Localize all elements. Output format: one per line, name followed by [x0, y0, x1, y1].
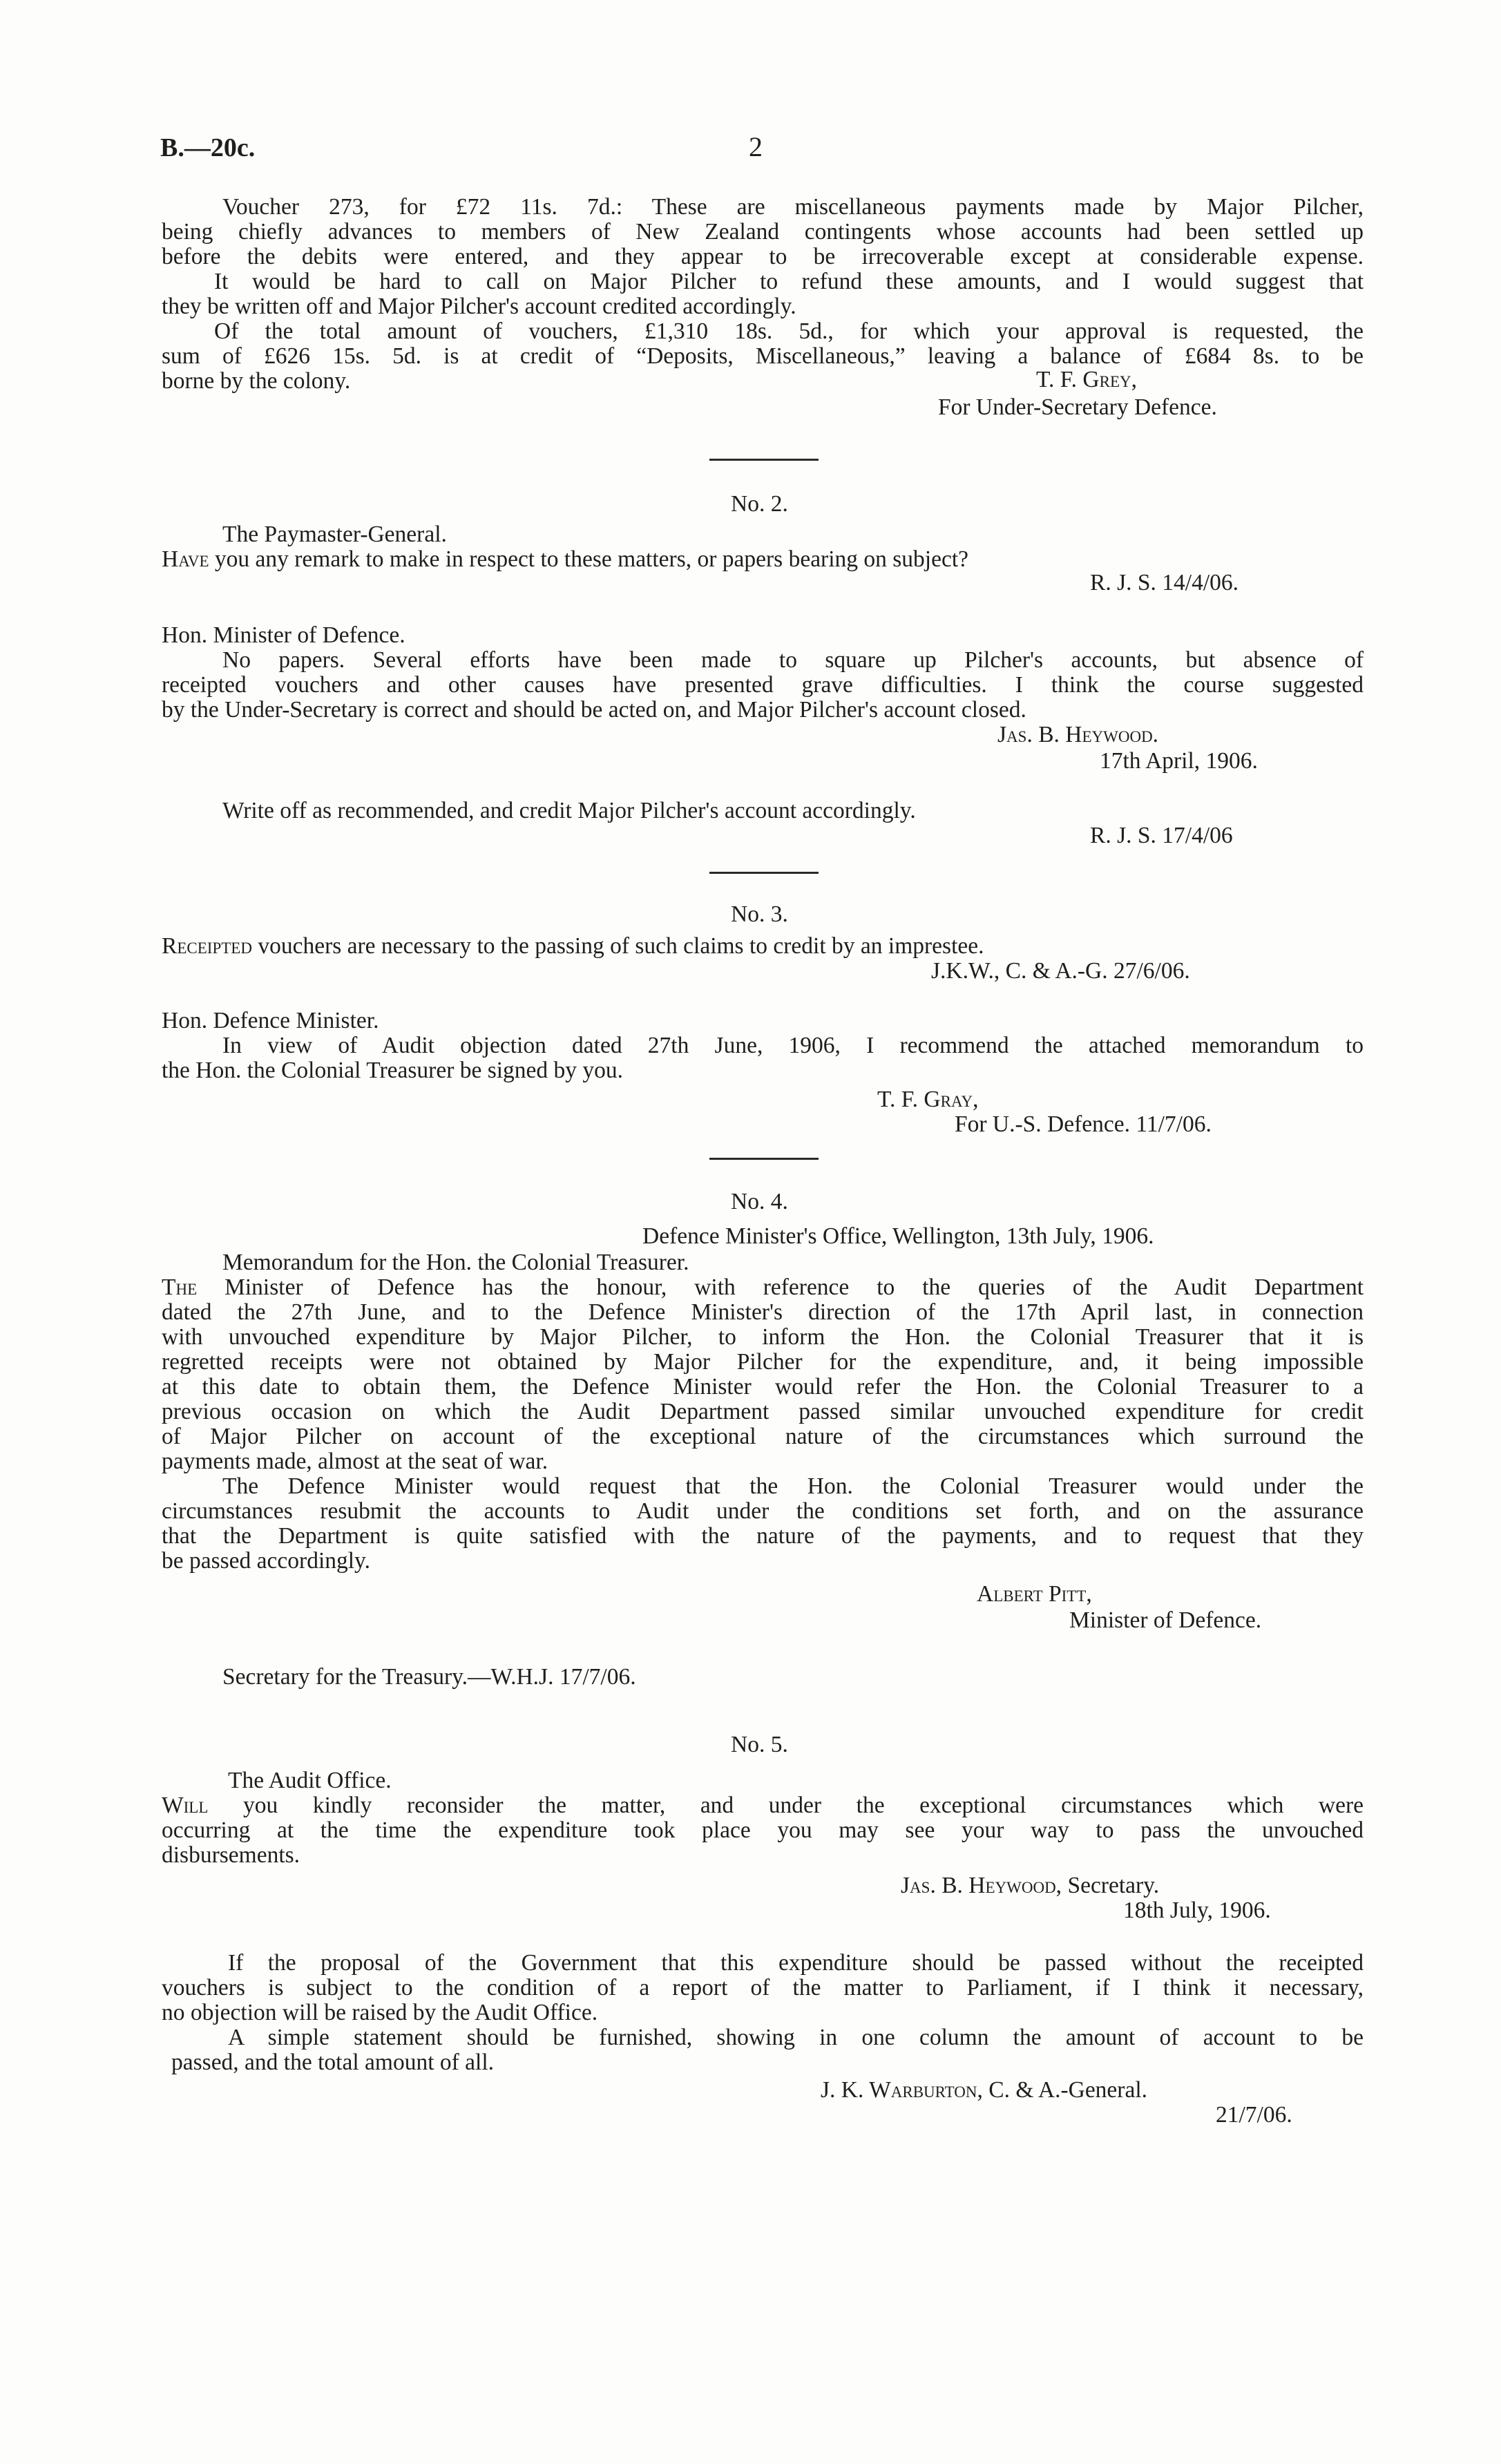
no5-reply-line-4: A simple statement should be furnished, showing in one column the amount of account to be	[228, 2025, 1364, 2050]
no4-line-2: dated the 27th June, and to the Defence Minister's direction of the 17th April last, in connection	[162, 1299, 1364, 1325]
no5-line-3: disbursements.	[162, 1842, 300, 1868]
no4-line-12: be passed accordingly.	[162, 1548, 371, 1574]
no5-signature-name: Jas. B. Heywood,	[901, 1873, 1062, 1898]
no4-place-date: Defence Minister's Office, Wellington, 13th July, 1906.	[642, 1223, 1154, 1249]
no2-reply-addressee: Hon. Minister of Defence.	[162, 622, 405, 648]
intro-line-8: borne by the colony.	[162, 368, 351, 394]
no3-signature-title: For U.-S. Defence. 11/7/06.	[955, 1111, 1212, 1137]
no5-reply-signature-role: C. & A.-General.	[988, 2077, 1148, 2103]
no4-minute: Secretary for the Treasury.—W.H.J. 17/7/06.	[222, 1664, 636, 1690]
no2-signature-date: 17th April, 1906.	[1100, 748, 1258, 774]
no2-initials: R. J. S. 14/4/06.	[1090, 570, 1239, 595]
intro-line-4: It would be hard to call on Major Pilcher to refund these amounts, and I would suggest that	[214, 269, 1364, 294]
no2-reply-line-1: No papers. Several efforts have been made to square up Pilcher's accounts, but absence of	[222, 647, 1364, 673]
no4-line-1	[162, 1274, 1364, 1301]
document-code: B.—20c.	[160, 133, 256, 162]
no5-reply-line-3: no objection will be raised by the Audit Office.	[162, 2000, 598, 2025]
no2-signature: Jas. B. Heywood.	[997, 722, 1159, 747]
no4-line-1-text: Minister of Defence has the honour, with reference to the queries of the Audit Department	[224, 1274, 1364, 1300]
no5-reply-line-1: If the proposal of the Government that this expenditure should be passed without the receipted	[228, 1950, 1364, 1976]
no3-line-1: In view of Audit objection dated 27th June, 1906, I recommend the attached memorandum to	[222, 1033, 1364, 1058]
section-divider	[709, 1158, 819, 1160]
no5-signature-role: Secretary.	[1067, 1873, 1160, 1898]
no4-line-4: regretted receipts were not obtained by Major Pilcher for the expenditure, and, it being impossible	[162, 1349, 1364, 1375]
no5-signature-date: 18th July, 1906.	[1123, 1898, 1271, 1923]
no4-line-5: at this date to obtain them, the Defence Minister would refer the Hon. the Colonial Treasurer to a	[162, 1374, 1364, 1400]
no2-minute: Write off as recommended, and credit Major Pilcher's account accordingly.	[222, 798, 916, 823]
no3-lead-word: Receipted	[162, 933, 252, 959]
no4-line-7: of Major Pilcher on account of the exceptional nature of the circumstances which surround the	[162, 1424, 1364, 1449]
intro-line-6: Of the total amount of vouchers, £1,310 18s. 5d., for which your approval is requested, the	[214, 318, 1364, 344]
no4-signature-title: Minister of Defence.	[1069, 1607, 1262, 1633]
page-number: 2	[749, 131, 763, 162]
no4-lead-word: The	[162, 1274, 198, 1300]
no5-signature	[901, 1872, 1159, 1900]
no5-reply-date: 21/7/06.	[1216, 2102, 1292, 2128]
section-divider	[709, 459, 819, 461]
no5-reply-line-5: passed, and the total amount of all.	[171, 2050, 495, 2075]
section-divider	[709, 872, 819, 874]
no2-question	[162, 546, 968, 573]
no2-minute-initials: R. J. S. 17/4/06	[1090, 823, 1233, 848]
no4-line-9: The Defence Minister would request that the Hon. the Colonial Treasurer would under the	[222, 1473, 1364, 1499]
intro-signature-title: For Under-Secretary Defence.	[938, 394, 1217, 420]
intro-signature: T. F. Grey,	[1036, 367, 1137, 392]
section-heading-no5: No. 5.	[731, 1732, 788, 1757]
no2-addressee: The Paymaster-General.	[222, 522, 447, 547]
section-heading-no2: No. 2.	[731, 491, 788, 517]
no5-reply-signature	[821, 2076, 1147, 2104]
intro-line-5: they be written off and Major Pilcher's account credited accordingly.	[162, 294, 796, 319]
no2-lead-word: Have	[162, 546, 209, 572]
no4-memo-title: Memorandum for the Hon. the Colonial Treasurer.	[222, 1250, 689, 1275]
no2-reply-line-3: by the Under-Secretary is correct and should be acted on, and Major Pilcher's account closed.	[162, 697, 1026, 723]
no5-line-1-text: you kindly reconsider the matter, and under the exceptional circumstances which were	[242, 1793, 1364, 1818]
no3-statement	[162, 933, 984, 960]
no5-reply-signature-name: J. K. Warburton,	[821, 2077, 983, 2103]
section-heading-no4: No. 4.	[731, 1189, 788, 1214]
no3-statement-text: vouchers are necessary to the passing of such claims to credit by an imprestee.	[258, 933, 984, 959]
no5-lead-word: Will	[162, 1793, 209, 1818]
intro-line-7: sum of £626 15s. 5d. is at credit of “Deposits, Miscellaneous,” leaving a balance of £684 8s. to be	[162, 343, 1364, 369]
no3-addressee: Hon. Defence Minister.	[162, 1008, 379, 1033]
no3-signature: T. F. Gray,	[877, 1087, 979, 1112]
no2-question-text: you any remark to make in respect to these matters, or papers bearing on subject?	[214, 546, 969, 572]
no4-line-6: previous occasion on which the Audit Department passed similar unvouched expenditure for credit	[162, 1399, 1364, 1424]
no4-line-10: circumstances resubmit the accounts to Audit under the conditions set forth, and on the assurance	[162, 1498, 1364, 1524]
no5-reply-line-2: vouchers is subject to the condition of a report of the matter to Parliament, if I think it necessary,	[162, 1975, 1364, 2000]
no2-reply-line-2: receipted vouchers and other causes have presented grave difficulties. I think the course suggested	[162, 672, 1364, 698]
no4-line-11: that the Department is quite satisfied with the nature of the payments, and to request that they	[162, 1523, 1364, 1549]
intro-line-3: before the debits were entered, and they appear to be irrecoverable except at considerable expense.	[162, 244, 1364, 269]
no5-addressee: The Audit Office.	[228, 1768, 392, 1793]
section-heading-no3: No. 3.	[731, 901, 788, 927]
intro-line-2: being chiefly advances to members of New Zealand contingents whose accounts had been settled up	[162, 219, 1364, 245]
no5-line-1	[162, 1792, 1364, 1820]
no4-line-8: payments made, almost at the seat of war.	[162, 1449, 548, 1474]
intro-line-1: Voucher 273, for £72 11s. 7d.: These are miscellaneous payments made by Major Pilcher,	[222, 194, 1364, 220]
no5-line-2: occurring at the time the expenditure took place you may see your way to pass the unvouched	[162, 1817, 1364, 1843]
no4-signature: Albert Pitt,	[977, 1581, 1092, 1607]
no4-line-3: with unvouched expenditure by Major Pilcher, to inform the Hon. the Colonial Treasurer that it is	[162, 1324, 1364, 1350]
no3-line-2: the Hon. the Colonial Treasurer be signed by you.	[162, 1058, 624, 1083]
no3-initials: J.K.W., C. & A.-G. 27/6/06.	[931, 958, 1190, 984]
